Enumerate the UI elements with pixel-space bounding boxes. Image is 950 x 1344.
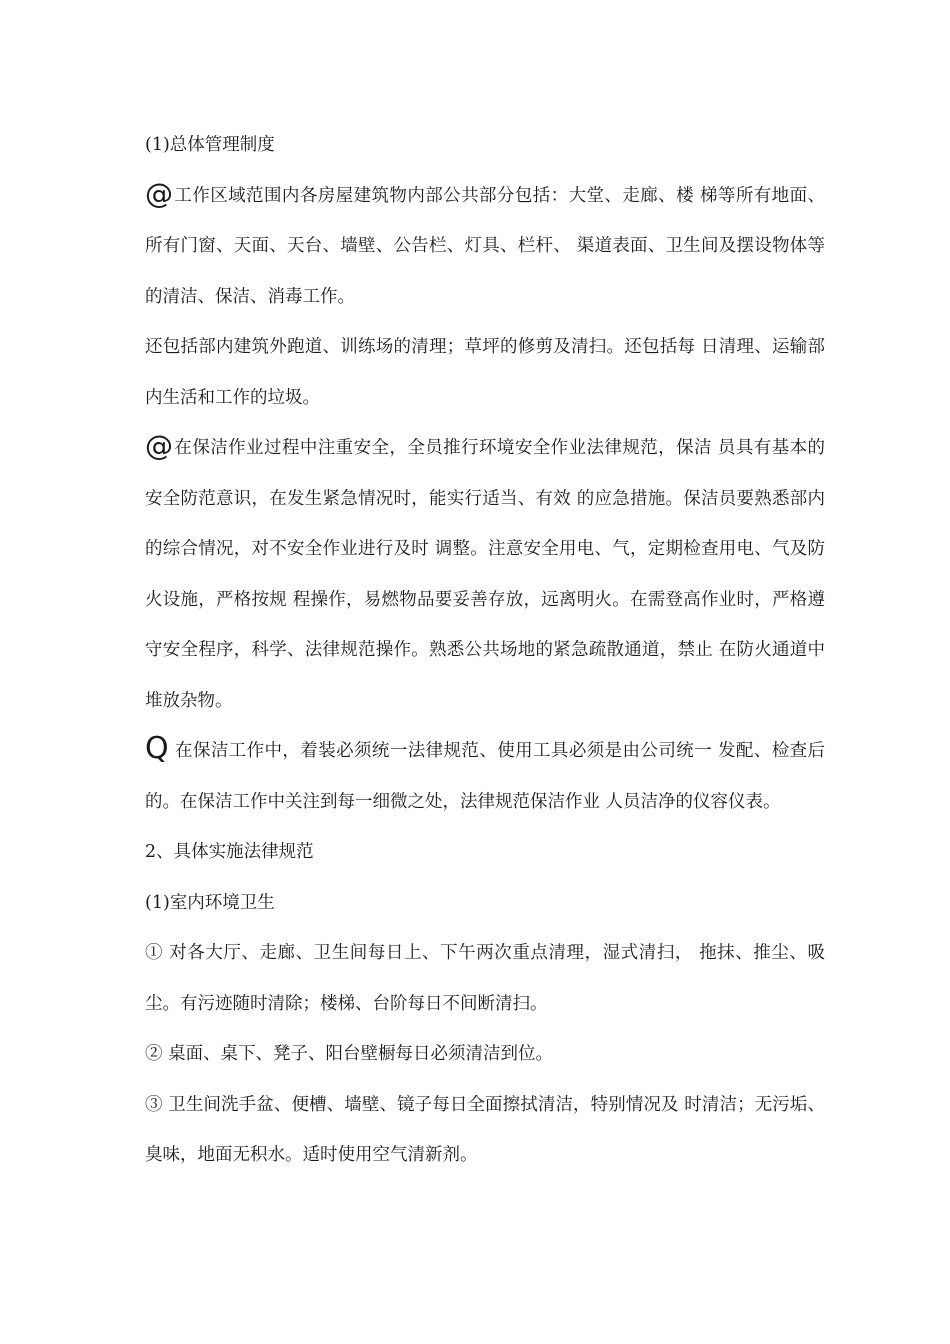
paragraph-text: ① 对各大厅、走廊、卫生间每日上、下午两次重点清理，湿式清扫， 拖抹、推尘、吸尘。有污迹随时清除；楼梯、台阶每日不间断清扫。 (145, 943, 825, 1014)
paragraph-text: 2、具体实施法律规范 (145, 842, 314, 862)
paragraph-text: 工作区域范围内各房屋建筑物内部公共部分包括：大堂、走廊、楼 梯等所有地面、所有门窗、天面、天台、墙壁、公告栏、灯具、栏杆、 渠道表面、卫生间及摆设物体等的清洁、保洁、消毒工作。 (145, 185, 825, 307)
paragraph-work-area (145, 171, 825, 323)
heading-implementation (145, 827, 825, 878)
paragraph-text: (1)总体管理制度 (145, 135, 275, 155)
list-item-2 (145, 1029, 825, 1080)
paragraph-uniform (145, 726, 825, 827)
paragraph-text: 在保洁作业过程中注重安全，全员推行环境安全作业法律规范，保洁 员具有基本的安全防范意识，在发生紧急情况时，能实行适当、有效 的应急措施。保洁员要熟悉部内的综合情况，对不安全作业进行及时 调整。注意安全用电、气，定期检查用电、气及防火设施，严格按规 程操作，易燃物品要妥善存放，远离明火。在需登高作业时，严格遵 守安全程序，科学、法律规范操作。熟悉公共场地的紧急疏散通道，禁止 在防火通道中堆放杂物。 (145, 438, 825, 711)
document-body (145, 120, 825, 1181)
heading-indoor-hygiene (145, 878, 825, 929)
q-bullet-icon: Q (145, 731, 169, 766)
at-sign-bullet-icon: @ (145, 176, 173, 210)
paragraph-text: (1)室内环境卫生 (145, 892, 275, 913)
heading-overall-management (145, 120, 825, 171)
at-sign-bullet-icon: @ (145, 429, 173, 462)
paragraph-safety (145, 423, 825, 726)
paragraph-text: 还包括部内建筑外跑道、训练场的清理；草坪的修剪及清扫。还包括每 日清理、运输部内生活和工作的垃圾。 (145, 337, 825, 408)
paragraph-text: 在保洁工作中，着装必须统一法律规范、使用工具必须是由公司统一 发配、检查后的。在保洁工作中关注到每一细微之处，法律规范保洁作业 人员洁净的仪容仪表。 (145, 741, 825, 812)
paragraph-text: ② 桌面、桌下、凳子、阳台壁橱每日必须清洁到位。 (145, 1044, 554, 1064)
paragraph-outdoor-cleaning (145, 322, 825, 423)
list-item-3 (145, 1080, 825, 1181)
list-item-1 (145, 928, 825, 1029)
paragraph-text: ③ 卫生间洗手盆、便槽、墙壁、镜子每日全面擦拭清洁，特别情况及 时清洁；无污垢、臭味，地面无积水。适时使用空气清新剂。 (145, 1094, 825, 1165)
